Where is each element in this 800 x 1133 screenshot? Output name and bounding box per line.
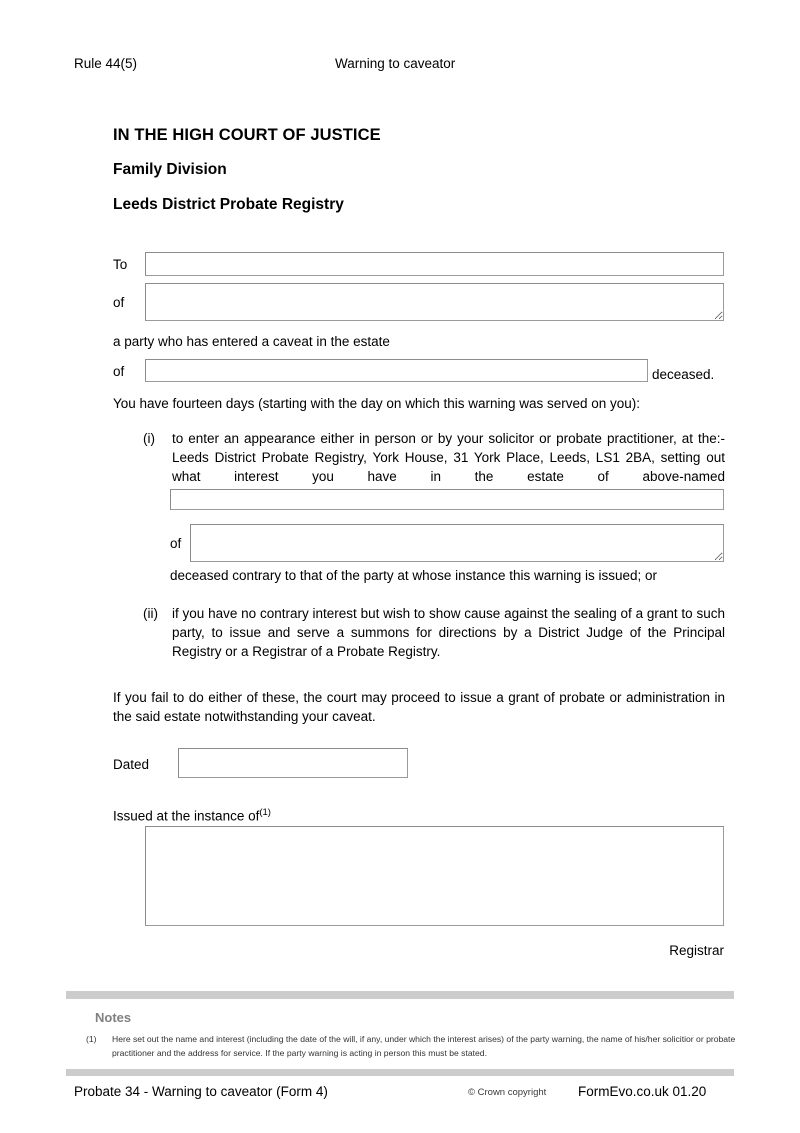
note-number: (1) xyxy=(86,1034,97,1044)
issued-at-instance-label xyxy=(113,804,271,826)
notes-heading: Notes xyxy=(95,1010,132,1025)
of-estate-input[interactable] xyxy=(190,524,724,562)
to-input[interactable] xyxy=(145,252,724,276)
of-deceased-input[interactable] xyxy=(145,359,648,382)
court-heading-block xyxy=(113,124,381,216)
of-address-label: of xyxy=(113,295,125,310)
footnote-marker-1: (1) xyxy=(259,807,271,818)
to-label: To xyxy=(113,257,128,272)
deceased-contrary-text: deceased contrary to that of the party at whose instance this warning is issued; or xyxy=(170,568,658,583)
registrar-signature-label: Registrar xyxy=(669,943,724,958)
issued-at-instance-input[interactable] xyxy=(145,826,724,926)
clause-two-number: (ii) xyxy=(143,606,158,621)
division-heading: Family Division xyxy=(113,161,227,178)
of-deceased-label: of xyxy=(113,364,125,379)
of-address-input[interactable] xyxy=(145,283,724,321)
clause-one-number: (i) xyxy=(143,431,155,446)
of-estate-row xyxy=(170,524,724,562)
rule-reference: Rule 44(5) xyxy=(74,56,138,71)
footer-form-title: Probate 34 - Warning to caveator (Form 4) xyxy=(74,1084,328,1099)
registry-heading: Leeds District Probate Registry xyxy=(113,196,344,213)
dated-input[interactable] xyxy=(178,748,408,778)
footer-divider xyxy=(66,1069,734,1076)
estate-of-input[interactable] xyxy=(170,489,724,510)
document-kind-title: Warning to caveator xyxy=(335,56,456,71)
clause-one xyxy=(143,429,725,486)
deceased-suffix-label: deceased. xyxy=(652,367,715,382)
clause-one-text: to enter an appearance either in person or by your solicitor or probate practitioner, at the:- Leeds District Probate Registry, York House, 31 York Place, Leeds, LS1 2BA, setting out what interest you have in the estate of above-named xyxy=(172,431,725,484)
caveat-statement: a party who has entered a caveat in the estate xyxy=(113,334,390,349)
failure-paragraph: If you fail to do either of these, the court may proceed to issue a grant of probate or administration in the said estate notwithstanding your caveat. xyxy=(113,690,725,724)
note-item xyxy=(86,1032,736,1060)
clause-two xyxy=(143,604,725,661)
footer-brand: FormEvo.co.uk 01.20 xyxy=(578,1084,707,1099)
page-title: IN THE HIGH COURT OF JUSTICE xyxy=(113,126,381,144)
fourteen-days-statement: You have fourteen days (starting with the day on which this warning was served on you): xyxy=(113,396,641,411)
dated-label: Dated xyxy=(113,757,150,772)
notes-divider xyxy=(66,991,734,999)
of-estate-label: of xyxy=(170,536,182,551)
footer-copyright: © Crown copyright xyxy=(468,1087,547,1098)
page-header xyxy=(0,55,800,75)
clause-two-text: if you have no contrary interest but wish to show cause against the sealing of a grant to such party, to issue and serve a summons for directions by a District Judge of the Principal Registry or a Registrar of a Probate Registry. xyxy=(172,606,725,659)
note-text: Here set out the name and interest (including the date of the will, if any, under which the interest arises) of the party warning, the name of his/her solicitior or probate practitioner and the address for service. If the party warning is acting in person this must be stated. xyxy=(112,1034,736,1058)
issued-at-instance-text: Issued at the instance of xyxy=(113,808,260,824)
